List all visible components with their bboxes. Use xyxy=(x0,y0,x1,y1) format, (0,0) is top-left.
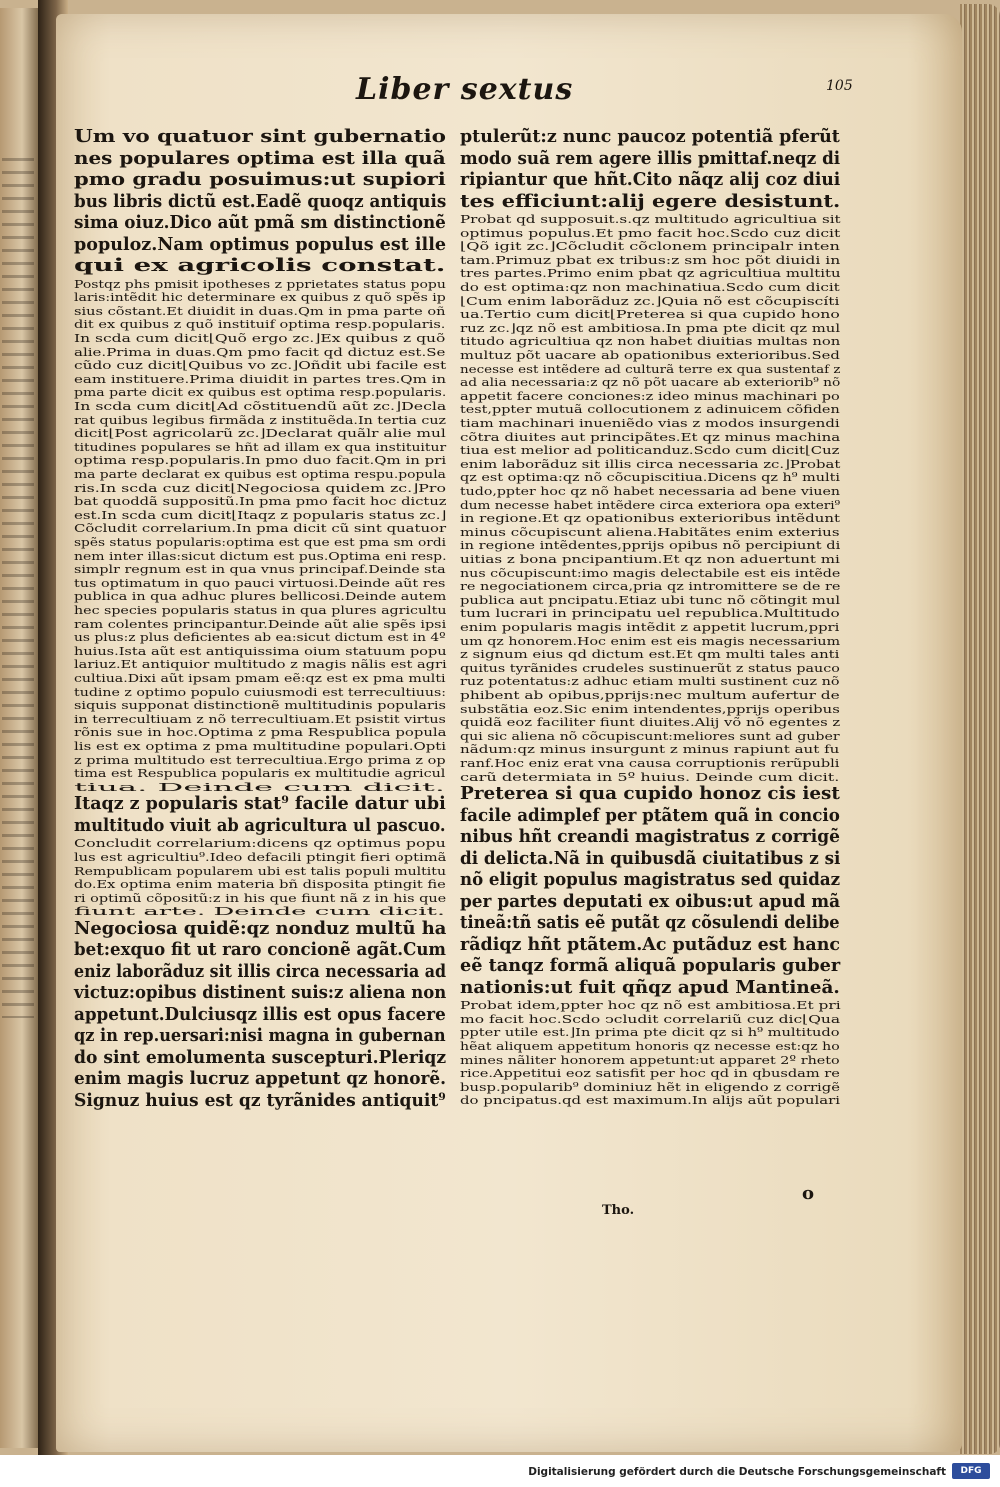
text-line-large: bus libris dictũ est.Eadẽ quoqz antiquis xyxy=(74,190,447,212)
text-line-commentary: multuz põt uacare ab opationibus exterioribus.Sed xyxy=(460,348,840,362)
text-line-commentary: optima resp.popularis.In pmo duo facit.Qm in pri xyxy=(74,453,447,468)
text-line-commentary: cũdo cuz dicit⌊Quibus vo zc.⌋Oñdit ubi facile est xyxy=(74,358,447,373)
folio-number: 105 xyxy=(826,78,853,94)
text-line-large: eẽ tanqz formã aliquã popularis guber xyxy=(460,955,841,977)
text-line-commentary: tum lucrari in principatu uel republica.Multitudo xyxy=(460,606,840,621)
text-line-commentary: tudine z optimo populo cuiusmodi est terrecultiuus: xyxy=(74,684,447,699)
text-line-commentary: dit ex quibus z quõ instituif optima resp.popularis. xyxy=(74,317,446,332)
text-line-commentary: est.In scda cum dicit⌊Itaqz z popularis status zc.⌋ xyxy=(74,507,447,522)
text-line-large: facile adimplef per ptãtem quã in concio xyxy=(460,804,840,826)
text-line-commentary: re negociationem circa,pria qz intromittere se de re xyxy=(460,579,841,594)
text-line-large: appetunt.Dulciusqz illis est opus facere xyxy=(74,1003,446,1025)
dfg-logo: DFG xyxy=(952,1463,990,1479)
text-line-commentary: pma parte dicit ex quibus est optima resp.popularis. xyxy=(74,385,447,400)
text-line-commentary: enim laborãduz sit illis circa necessaria zc.⌋Probat xyxy=(460,456,841,471)
text-line-commentary: substãtia eoz.Sic enim intendentes,pprijs operibus xyxy=(460,701,840,716)
text-line-commentary: ruz zc.⌋qz nõ est ambitiosa.In pma pte dicit qz mul xyxy=(460,320,841,335)
text-line-commentary: rat quibus legibus firmãda z instituẽda.In tertia cuz xyxy=(74,412,447,427)
text-line-commentary: ri optimũ cõpositũ:z in his que fiunt nã z in his que xyxy=(74,890,447,905)
text-line-large: Itaqz z popularis stat⁹ facile datur ubi xyxy=(74,793,446,815)
text-line-commentary: ram colentes principantur.Deinde aũt alie spẽs ipsi xyxy=(74,616,447,631)
text-line-commentary: qz est optima:qz nõ cõcupiscitiua.Dicens qz h⁹ multi xyxy=(460,470,840,485)
text-line-large: nes populares optima est illa quã xyxy=(74,147,446,169)
text-line-commentary: Probat idem,ppter hoc qz nõ est ambitiosa.Et pri xyxy=(460,998,841,1013)
text-line-large: do sint emolumenta suscepturi.Pleriqz xyxy=(74,1046,447,1068)
text-line-large: sima oiuz.Dico aũt pmã sm distinctionẽ xyxy=(74,212,446,233)
text-line-large: nõ eligit populus magistratus sed quidaz xyxy=(460,869,841,891)
text-line-commentary: Rempublicam popularem ubi est talis populi multitu xyxy=(74,863,447,878)
text-line-large: Negociosa quidẽ:qz nonduz multũ ha xyxy=(74,917,447,939)
text-line-commentary: carũ determiata in 5º huius. Deinde cum dicit. xyxy=(460,769,840,784)
text-line-commentary: rõnis sue in hoc.Optima z pma Respublica popula xyxy=(74,725,447,740)
text-line-commentary: Probat qd supposuit.s.qz multitudo agricultiua sit xyxy=(460,212,841,226)
text-line-commentary: In scda cum dicit⌊Quõ ergo zc.⌋Ex quibus z quõ xyxy=(74,330,446,345)
text-line-commentary: spẽs status popularis:optima est que est pma sm ordi xyxy=(74,534,447,549)
text-line-commentary: publica in qua adhuc plures bellicosi.Deinde autem xyxy=(74,589,447,604)
text-line-commentary: titudo agricultiua qz non habet diuitias multas non xyxy=(460,334,841,349)
text-line-large: tineã:tñ satis eẽ putãt qz cõsulendi delibe xyxy=(460,912,840,934)
text-line-commentary: enim popularis magis intẽdit z appetit lucrum,ppri xyxy=(460,620,840,634)
text-line-commentary: tiua. Deinde cum dicit. xyxy=(74,779,446,794)
text-line-commentary: quitus tyrãnides crudeles sustinuerũt z status pauco xyxy=(460,660,840,675)
text-line-large: tes efficiunt:alij egere desistunt. xyxy=(460,190,841,212)
text-line-commentary: phibent ab opibus,pprijs:nec multum aufertur de xyxy=(460,688,840,702)
text-line-commentary: z prima multitudo est terrecultiua.Ergo prima z op xyxy=(74,752,446,767)
text-line-large: per partes deputati ex oibus:ut apud mã xyxy=(460,890,841,912)
text-line-commentary: bat quoddã suppositũ.In pma pmo facit hoc dictuz xyxy=(74,494,447,509)
text-line-commentary: laris:intẽdit hic determinare ex quibus z quõ spẽs ip xyxy=(74,290,446,305)
text-line-commentary: tus optimatum in quo pauci virtuosi.Deinde aũt res xyxy=(74,575,446,590)
text-line-commentary: busp.popularib⁹ dominiuz hẽt in eligendo z corrigẽ xyxy=(460,1079,840,1094)
text-line-commentary: necesse est intẽdere ad culturã terre ex qua sustentaf z xyxy=(460,361,841,376)
text-line-commentary: eam instituere.Prima diuidit in partes tres.Qm in xyxy=(74,371,447,386)
text-line-commentary: ma parte declarat ex quibus est optima respu.popula xyxy=(74,466,446,481)
text-line-commentary: Concludit correlarium:dicens qz optimus popu xyxy=(74,836,446,851)
text-line-large: multitudo viuit ab agricultura ul pascuo. xyxy=(74,814,446,836)
text-line-commentary: tiam machinari inueniẽdo vias z modos insurgendi xyxy=(460,416,840,430)
text-line-commentary: cõtra diuites aut principãtes.Et qz minus machina xyxy=(460,429,841,444)
text-line-commentary: Cõcludit correlarium.In pma dicit cũ sint quatuor xyxy=(74,521,447,536)
text-line-commentary: hẽat aliquem appetitum honoris qz necesse est:qz ho xyxy=(460,1039,840,1053)
text-line-commentary: ⌊Qõ igit zc.⌋Cõcludit cõclonem principalr inten xyxy=(460,239,840,254)
signature-mark: Tho. xyxy=(602,1203,635,1218)
running-head: Liber sextus xyxy=(356,72,574,107)
digitization-footer xyxy=(0,1455,1000,1487)
text-line-commentary: tudo,ppter hoc qz nõ habet necessaria ad bene viuen xyxy=(460,484,840,498)
text-line-large: ripiantur que hñt.Cito nãqz alij coz diui xyxy=(460,169,841,190)
text-line-commentary: mines nãliter honorem appetunt:ut apparet 2º rheto xyxy=(460,1052,840,1067)
text-line-large: pmo gradu posuimus:ut supiori xyxy=(74,169,446,190)
text-line-commentary: test,ppter mutuã collocutionem z adinuicem cõfiden xyxy=(460,402,840,417)
text-line-large: Signuz huius est qz tyrãnides antiquit⁹ xyxy=(74,1089,446,1111)
text-line-large: nibus hñt creandi magistratus z corrigẽ xyxy=(460,826,840,848)
text-line-commentary: rice.Appetitui eoz satisfit per hoc qd in qbusdam re xyxy=(460,1066,840,1081)
text-line-commentary: z signum eius qd dictum est.Et qm multi tales anti xyxy=(460,647,840,662)
text-line-commentary: minus cõcupiscunt aliena.Habitãtes enim exterius xyxy=(460,524,840,539)
text-line-large: modo suã rem agere illis pmittaf.neqz di xyxy=(460,147,841,169)
text-line-commentary: in regione.Et qz opationibus exterioribus intẽdunt xyxy=(460,511,841,526)
text-line-commentary: nãdum:qz minus insurgunt z minus rapiunt aut fu xyxy=(460,742,840,757)
text-line-commentary: publica aut pncipatu.Etiaz ubi tunc nõ cõtingit mul xyxy=(460,592,841,607)
text-line-commentary: dicit⌊Post agricolarũ zc.⌋Declarat quãlr alie mul xyxy=(74,426,446,441)
text-line-commentary: uitias z bona pncipantium.Et qz non aduertunt mi xyxy=(460,552,840,566)
text-line-commentary: qui sic aliena nõ cõcupiscunt:meliores sunt ad guber xyxy=(460,728,840,743)
text-line-commentary: lariuz.Et antiquior multitudo z magis nãlis est agri xyxy=(74,657,447,672)
text-line-commentary: lis est ex optima z pma multitudine populari.Opti xyxy=(74,738,447,753)
text-line-commentary: us plus:z plus deficientes ab ea:sicut dictum est in 4º xyxy=(74,630,446,645)
text-line-commentary: do est optima:qz non machinatiua.Scdo cum dicit xyxy=(460,280,840,294)
text-line-commentary: nus cõcupiscunt:imo magis delectabile est eis intẽde xyxy=(460,565,841,580)
text-line-commentary: do.Ex optima enim materia bñ disposita ptingit fie xyxy=(74,877,446,892)
text-line-large: qui ex agricolis constat. xyxy=(74,255,446,276)
text-line-commentary: Postqz phs pmisit ipotheses z pprietates status popu xyxy=(74,276,446,291)
text-line-commentary: ppter utile est.⌋In prima pte dicit qz si h⁹ multitudo xyxy=(460,1025,840,1040)
text-line-commentary: dum necesse habet intẽdere circa exteriora opa exteri⁹ xyxy=(460,497,841,512)
text-line-commentary: ris.In scda cuz dicit⌊Negociosa quidem zc.⌋Pro xyxy=(74,480,446,495)
text-line-commentary: alie.Prima in duas.Qm pmo facit qd dictuz est.Se xyxy=(74,344,446,359)
text-line-large: rãdiqz hñt ptãtem.Ac putãduz est hanc xyxy=(460,933,841,955)
text-line-commentary: ruz potentatus:z adhuc etiam multi sustinent cuz nõ xyxy=(460,674,840,689)
text-line-commentary: ua.Tertio cum dicit⌊Preterea si qua cupido hono xyxy=(460,307,840,322)
text-line-commentary: cultiua.Dixi aũt ipsam pmam eẽ:qz est ex pma multi xyxy=(74,670,446,685)
text-line-commentary: tiua est melior ad politicanduz.Scdo cum dicit⌊Cuz xyxy=(460,443,840,458)
text-line-commentary: tres partes.Primo enim pbat qz agricultiua multitu xyxy=(460,266,841,281)
text-line-commentary: mo facit hoc.Scdo ↄcludit correlariũ cuz dic⌊Qua xyxy=(460,1011,841,1026)
text-line-large: victuz:opibus distinent suis:z aliena non xyxy=(74,982,447,1004)
text-line-commentary: sius cõstant.Et diuidit in duas.Qm in pma parte oñ xyxy=(74,303,446,318)
text-line-commentary: titudines populares se hñt ad illam ex qua instituitur xyxy=(74,439,447,454)
text-line-commentary: in regione intẽdentes,pprijs opibus nõ percipiunt di xyxy=(460,538,841,553)
text-line-commentary: tam.Primuz pbat ex tribus:z sm hoc põt diuidi in xyxy=(460,252,841,267)
text-line-large: enim magis lucruz appetunt qz honorẽ. xyxy=(74,1068,446,1090)
text-line-large: bet:exquo fit ut raro concionẽ agãt.Cum xyxy=(74,939,446,961)
page-fore-edge xyxy=(960,4,1000,1454)
text-line-commentary: in terrecultiuam z nõ terrecultiuam.Et psistit virtus xyxy=(74,711,446,726)
text-line-commentary: quidã eoz faciliter fiunt diuites.Alij võ nõ egentes z xyxy=(460,715,841,730)
funding-credit: Digitalisierung gefördert durch die Deutsche Forschungsgemeinschaft xyxy=(528,1466,946,1478)
text-line-commentary: siquis supponat distinctionẽ multitudinis popularis xyxy=(74,698,446,713)
text-line-large: ptulerũt:z nunc paucoz potentiã pferũt xyxy=(460,126,840,147)
text-line-large: Um vo quatuor sint gubernatio xyxy=(74,126,446,147)
text-line-commentary: tima est Respublica popularis ex multitudie agricul xyxy=(74,766,446,781)
text-line-commentary: appetit facere conciones:z ideo minus machinari po xyxy=(460,388,840,403)
text-line-commentary: hec species popularis status in qua plures agricultu xyxy=(74,602,447,617)
text-line-commentary: lus est agricultiu⁹.Ideo defacili ptingit fieri optimã xyxy=(74,849,447,864)
text-line-commentary: do pncipatus.qd est maximum.In alijs aũt populari xyxy=(460,1093,841,1108)
text-line-commentary: nem inter illas:sicut dictum est pus.Optima eni resp. xyxy=(74,548,447,563)
facing-page-edge xyxy=(0,8,40,1448)
text-line-large: qz in rep.uersari:nisi magna in gubernan xyxy=(74,1025,446,1047)
text-line-commentary: ranf.Hoc eniz erat vna causa corruptionis rerũpubli xyxy=(460,756,840,770)
text-line-commentary: fiunt arte. Deinde cum dicit. xyxy=(74,904,446,919)
text-line-large: populoz.Nam optimus populus est ille xyxy=(74,233,447,255)
text-line-large: eniz laborãduz sit illis circa necessaria ad xyxy=(74,960,447,982)
text-line-large: nationis:ut fuit qñqz apud Mantineã. xyxy=(460,976,840,998)
text-line-commentary: In scda cum dicit⌊Ad cõstituendũ aũt zc.⌋Decla xyxy=(74,398,447,413)
text-line-large: di delicta.Nã in quibusdã ciuitatibus z si xyxy=(460,847,841,869)
text-line-commentary: simplr regnum est in qua vnus principaf.Deinde sta xyxy=(74,562,446,577)
text-line-commentary: optimus populus.Et pmo facit hoc.Scdo cuz dicit xyxy=(460,225,841,240)
text-line-commentary: huius.Ista aũt est antiquissima oium statuum popu xyxy=(74,643,447,658)
text-line-large: Preterea si qua cupido honoz cis iest xyxy=(460,783,840,805)
catchword-mark: o xyxy=(802,1183,815,1204)
text-line-commentary: ad alia necessaria:z qz nõ põt uacare ab exteriorib⁹ nõ xyxy=(460,375,841,390)
text-line-commentary: um qz honorem.Hoc enim est eis magis necessarium xyxy=(460,633,841,648)
text-line-commentary: ⌊Cum enim laborãduz zc.⌋Quia nõ est cõcupiscíti xyxy=(460,293,840,308)
facing-page-text xyxy=(2,158,34,1018)
